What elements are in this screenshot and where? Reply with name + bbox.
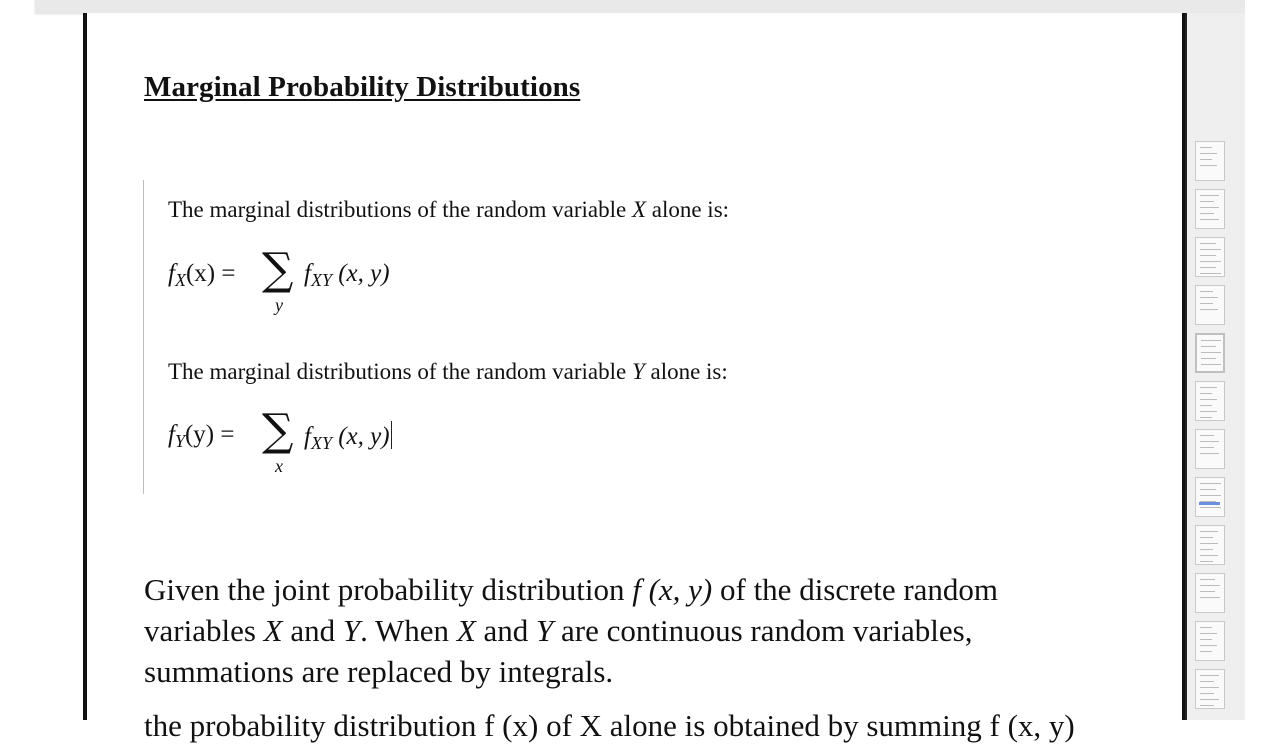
eq1-rhs: $f_{XY}$ (x, y) — [304, 260, 390, 290]
thumbnail-text-line — [1200, 249, 1221, 250]
page-title: Marginal Probability Distributions — [144, 71, 581, 103]
page-thumbnail[interactable] — [1195, 189, 1225, 229]
thumbnail-list — [1195, 141, 1227, 717]
marginal-y-text — [168, 359, 728, 385]
page-thumbnail[interactable] — [1195, 669, 1225, 709]
thumbnail-text-line — [1200, 219, 1219, 220]
thumbnail-text-line — [1200, 441, 1219, 442]
thumbnail-text-line — [1200, 639, 1212, 640]
thumbnail-text-line — [1200, 447, 1214, 448]
marginal-x-text-post: alone is: — [646, 197, 730, 222]
thumbnail-text-line — [1200, 213, 1214, 214]
page-thumbnail[interactable] — [1195, 237, 1225, 277]
thumbnail-text-line — [1200, 627, 1212, 628]
page-thumbnail[interactable] — [1195, 429, 1225, 469]
viewer-top-strip — [35, 0, 1245, 13]
thumbnail-text-line — [1200, 579, 1215, 580]
thumbnail-text-line — [1200, 495, 1221, 496]
thumbnail-text-line — [1200, 297, 1218, 298]
thumbnail-text-line — [1200, 195, 1219, 196]
thumbnail-text-line — [1200, 489, 1216, 490]
eq2-lhs: $f_Y(y)$ = — [168, 421, 235, 451]
marginal-y-text-post: alone is: — [644, 359, 728, 384]
thumbnail-panel-divider — [1185, 13, 1187, 720]
thumbnail-text-line — [1200, 411, 1217, 412]
thumbnail-text-line — [1200, 261, 1221, 262]
thumbnail-text-line — [1200, 393, 1212, 394]
thumbnail-text-line — [1201, 358, 1216, 359]
thumbnail-text-line — [1200, 675, 1219, 676]
thumbnail-text-line — [1200, 561, 1213, 562]
thumbnail-text-line — [1200, 399, 1217, 400]
thumbnail-text-line — [1200, 255, 1216, 256]
page-thumbnail[interactable] — [1195, 141, 1225, 181]
joint-function: f (x, y) — [632, 572, 713, 607]
thumbnail-text-line — [1200, 705, 1214, 706]
thumbnail-text-line — [1200, 651, 1212, 652]
thumbnail-text-line — [1200, 453, 1219, 454]
text-cursor — [391, 421, 392, 449]
thumbnail-highlight — [1199, 502, 1220, 505]
thumbnail-text-line — [1200, 597, 1220, 598]
thumbnail-text-line — [1200, 549, 1213, 550]
thumbnail-text-line — [1200, 303, 1213, 304]
page-thumbnail[interactable] — [1195, 573, 1225, 613]
eq1-sum-symbol: ∑ — [262, 244, 294, 295]
thumbnail-text-line — [1201, 346, 1216, 347]
marginal-y-variable: Y — [631, 359, 645, 384]
thumbnail-text-line — [1200, 681, 1214, 682]
thumbnail-text-line — [1200, 699, 1219, 700]
eq2-sum-symbol: ∑ — [262, 405, 294, 456]
thumbnail-text-line — [1200, 507, 1221, 508]
eq2-rhs: $f_{XY}$ (x, y) — [304, 423, 390, 453]
thumbnail-text-line — [1200, 417, 1212, 418]
document-page — [83, 13, 1186, 743]
thumbnail-text-line — [1200, 693, 1214, 694]
marginal-x-text-pre: The marginal distributions of the random variable — [168, 197, 632, 222]
thumbnail-text-line — [1200, 687, 1219, 688]
page-thumbnail-panel[interactable] — [1186, 13, 1245, 720]
thumbnail-text-line — [1200, 147, 1212, 148]
thumbnail-text-line — [1200, 291, 1213, 292]
thumbnail-text-line — [1200, 243, 1216, 244]
thumbnail-text-line — [1200, 537, 1213, 538]
thumbnail-text-line — [1200, 387, 1217, 388]
thumbnail-text-line — [1200, 585, 1220, 586]
thumbnail-text-line — [1200, 309, 1218, 310]
thumbnail-text-line — [1201, 364, 1221, 365]
thumbnail-text-line — [1200, 165, 1217, 166]
marginal-definition-box — [143, 180, 844, 494]
eq1-sum-index: y — [275, 295, 283, 315]
thumbnail-text-line — [1200, 207, 1219, 208]
thumbnail-text-line — [1200, 159, 1212, 160]
thumbnail-text-line — [1200, 591, 1215, 592]
thumbnail-text-line — [1200, 405, 1212, 406]
thumbnail-text-line — [1200, 201, 1214, 202]
thumbnail-text-line — [1200, 543, 1218, 544]
eq1-lhs: $f_X(x)$ = — [168, 260, 236, 290]
page-thumbnail[interactable] — [1195, 621, 1225, 661]
thumbnail-text-line — [1200, 483, 1221, 484]
page-thumbnail[interactable] — [1195, 381, 1225, 421]
thumbnail-text-line — [1201, 352, 1221, 353]
thumbnail-text-line — [1200, 435, 1214, 436]
thumbnail-text-line — [1200, 273, 1221, 274]
marginal-y-text-pre: The marginal distributions of the random variable — [168, 359, 632, 384]
thumbnail-text-line — [1200, 153, 1217, 154]
thumbnail-text-line — [1200, 531, 1218, 532]
marginal-x-text — [168, 197, 729, 223]
page-thumbnail[interactable] — [1195, 477, 1225, 517]
eq2-sum-index: x — [275, 456, 283, 476]
thumbnail-text-line — [1200, 633, 1217, 634]
page-thumbnail[interactable] — [1195, 285, 1225, 325]
thumbnail-text-line — [1200, 555, 1218, 556]
joint-distribution-paragraph: Given the joint probability distribution f (x, y) of the discrete random variables X and Y. When X and Y are continuous random variables, summations are replaced by integrals. — [144, 572, 999, 689]
page-thumbnail[interactable] — [1195, 525, 1225, 565]
marginal-x-variable: X — [631, 197, 646, 222]
page-thumbnail[interactable] — [1195, 333, 1225, 373]
cut-off-next-line: the probability distribution f (x) of X alone is obtained by summing f (x, y) — [144, 708, 1075, 743]
thumbnail-text-line — [1200, 267, 1216, 268]
thumbnail-text-line — [1200, 645, 1217, 646]
thumbnail-text-line — [1201, 340, 1221, 341]
viewer-right-margin — [1245, 0, 1280, 720]
